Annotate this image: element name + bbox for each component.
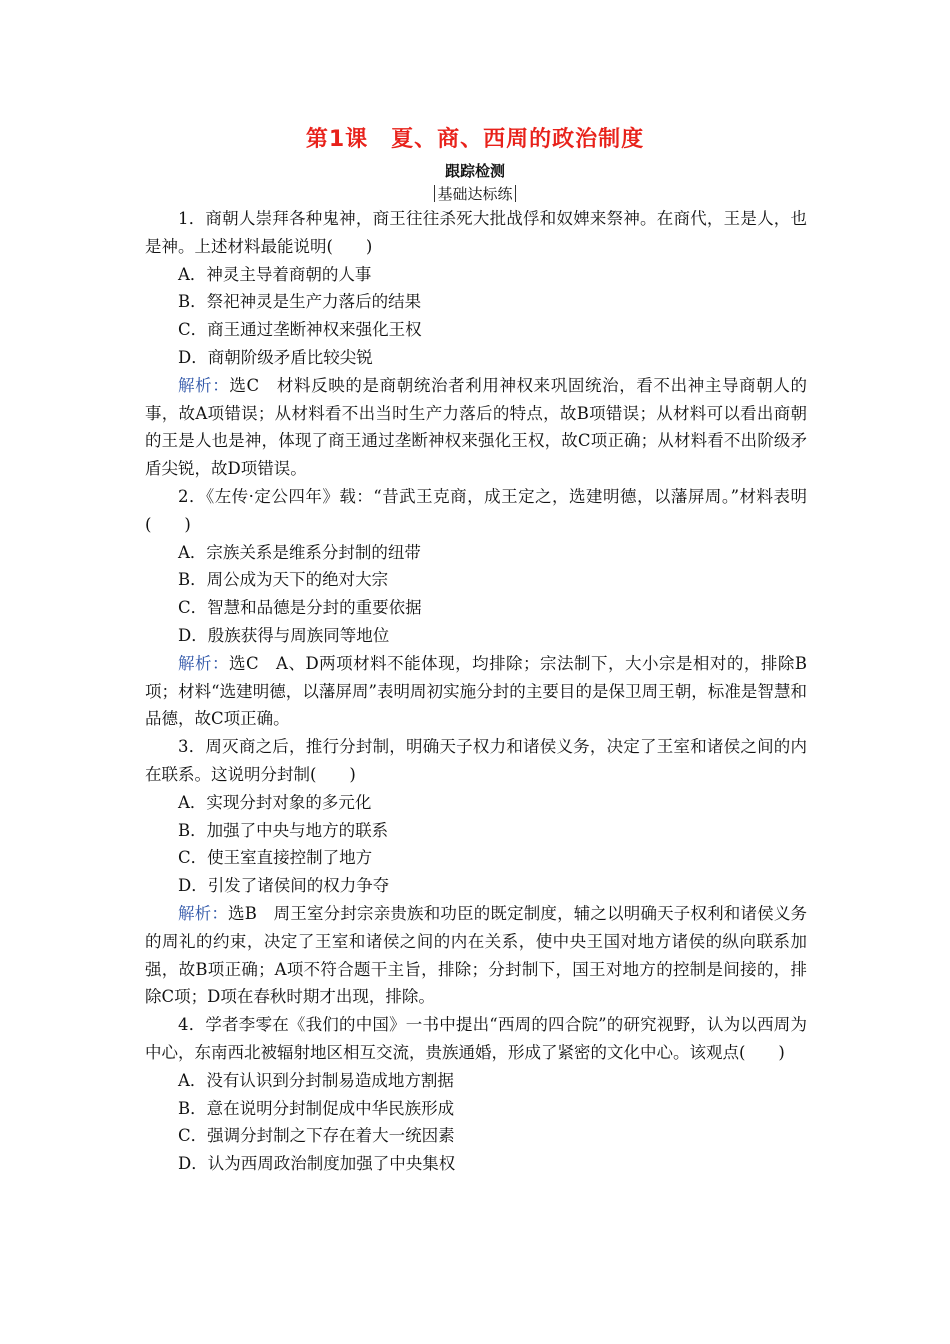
- option-b: B．意在说明分封制促成中华民族形成: [178, 1098, 455, 1118]
- analysis: [145, 372, 807, 483]
- question-stem: 4．学者李零在《我们的中国》一书中提出“西周的四合院”的研究视野，认为以西周为中心，东南西北被辐射地区相互交流，贵族通婚，形成了紧密的文化中心。该观点( ): [145, 1015, 807, 1062]
- subtitle: 跟踪检测: [444, 162, 505, 180]
- option-b: B．祭祀神灵是生产力落后的结果: [178, 292, 422, 312]
- section-left-bar: [434, 185, 435, 202]
- analysis-label: 解析：: [178, 903, 229, 923]
- option-a: A．没有认识到分封制易造成地方割据: [178, 1070, 454, 1090]
- option-d: D．殷族获得与周族同等地位: [178, 625, 390, 645]
- analysis: [145, 900, 807, 1011]
- option-c: C．强调分封制之下存在着大一统因素: [178, 1126, 455, 1146]
- question-2: [145, 483, 807, 733]
- option-a: A．实现分封对象的多元化: [178, 792, 372, 812]
- option-d: D．认为西周政治制度加强了中央集权: [178, 1154, 456, 1174]
- question-list: [145, 205, 807, 1178]
- section-text: 基础达标练: [437, 185, 513, 203]
- analysis-label: 解析：: [178, 375, 230, 395]
- question-4: [145, 1011, 807, 1178]
- option-b: B．周公成为天下的绝对大宗: [178, 570, 389, 590]
- analysis-text: 选C 材料反映的是商朝统治者利用神权来巩固统治，看不出神主导商朝人的事，故A项错误；从材料看不出当时生产力落后的特点，故B项错误；从材料可以看出商朝的王是人也是神，体现了商王通过垄断神权来强化王权，故C项正确；从材料看不出阶级矛盾尖锐，故D项错误。: [145, 375, 808, 479]
- question-stem: 1．商朝人崇拜各种鬼神，商王往往杀死大批战俘和奴婢来祭神。在商代，王是人，也是神。上述材料最能说明( ): [145, 209, 807, 256]
- option-c: C．智慧和品德是分封的重要依据: [178, 598, 422, 618]
- question-3: [145, 733, 807, 1011]
- option-a: A．神灵主导着商朝的人事: [178, 264, 372, 284]
- option-d: D．商朝阶级矛盾比较尖锐: [178, 347, 373, 367]
- analysis-text: 选B 周王室分封宗亲贵族和功臣的既定制度，辅之以明确天子权利和诸侯义务的周礼的约束，决定了王室和诸侯之间的内在关系，使中央王国对地方诸侯的纵向联系加强，故B项正确；A项不符合题干主旨，排除；分封制下，国王对地方的控制是间接的，排除C项；D项在春秋时期才出现，排除。: [145, 903, 807, 1007]
- question-stem: 3．周灭商之后，推行分封制，明确天子权力和诸侯义务，决定了王室和诸侯之间的内在联系。这说明分封制( ): [145, 737, 807, 784]
- option-c: C．使王室直接控制了地方: [178, 848, 373, 868]
- option-c: C．商王通过垄断神权来强化王权: [178, 320, 422, 340]
- lesson-title: 第1课 夏、商、西周的政治制度: [305, 127, 645, 152]
- option-d: D．引发了诸侯间的权力争夺: [178, 876, 390, 896]
- analysis-text: 选C A、D两项材料不能体现，均排除；宗法制下，大小宗是相对的，排除B项；材料“选建明德，以藩屏周”表明周初实施分封的主要目的是保卫周王朝，标准是智慧和品德，故C项正确。: [145, 653, 807, 729]
- option-a: A．宗族关系是维系分封制的纽带: [178, 542, 421, 562]
- question-1: [145, 205, 807, 483]
- section-label: [0, 183, 950, 204]
- analysis: [145, 650, 807, 733]
- option-b: B．加强了中央与地方的联系: [178, 820, 389, 840]
- question-stem: 2．《左传·定公四年》载：“昔武王克商，成王定之，选建明德，以藩屏周。”材料表明( ): [145, 486, 807, 534]
- analysis-label: 解析：: [178, 653, 229, 673]
- section-right-bar: [515, 185, 516, 202]
